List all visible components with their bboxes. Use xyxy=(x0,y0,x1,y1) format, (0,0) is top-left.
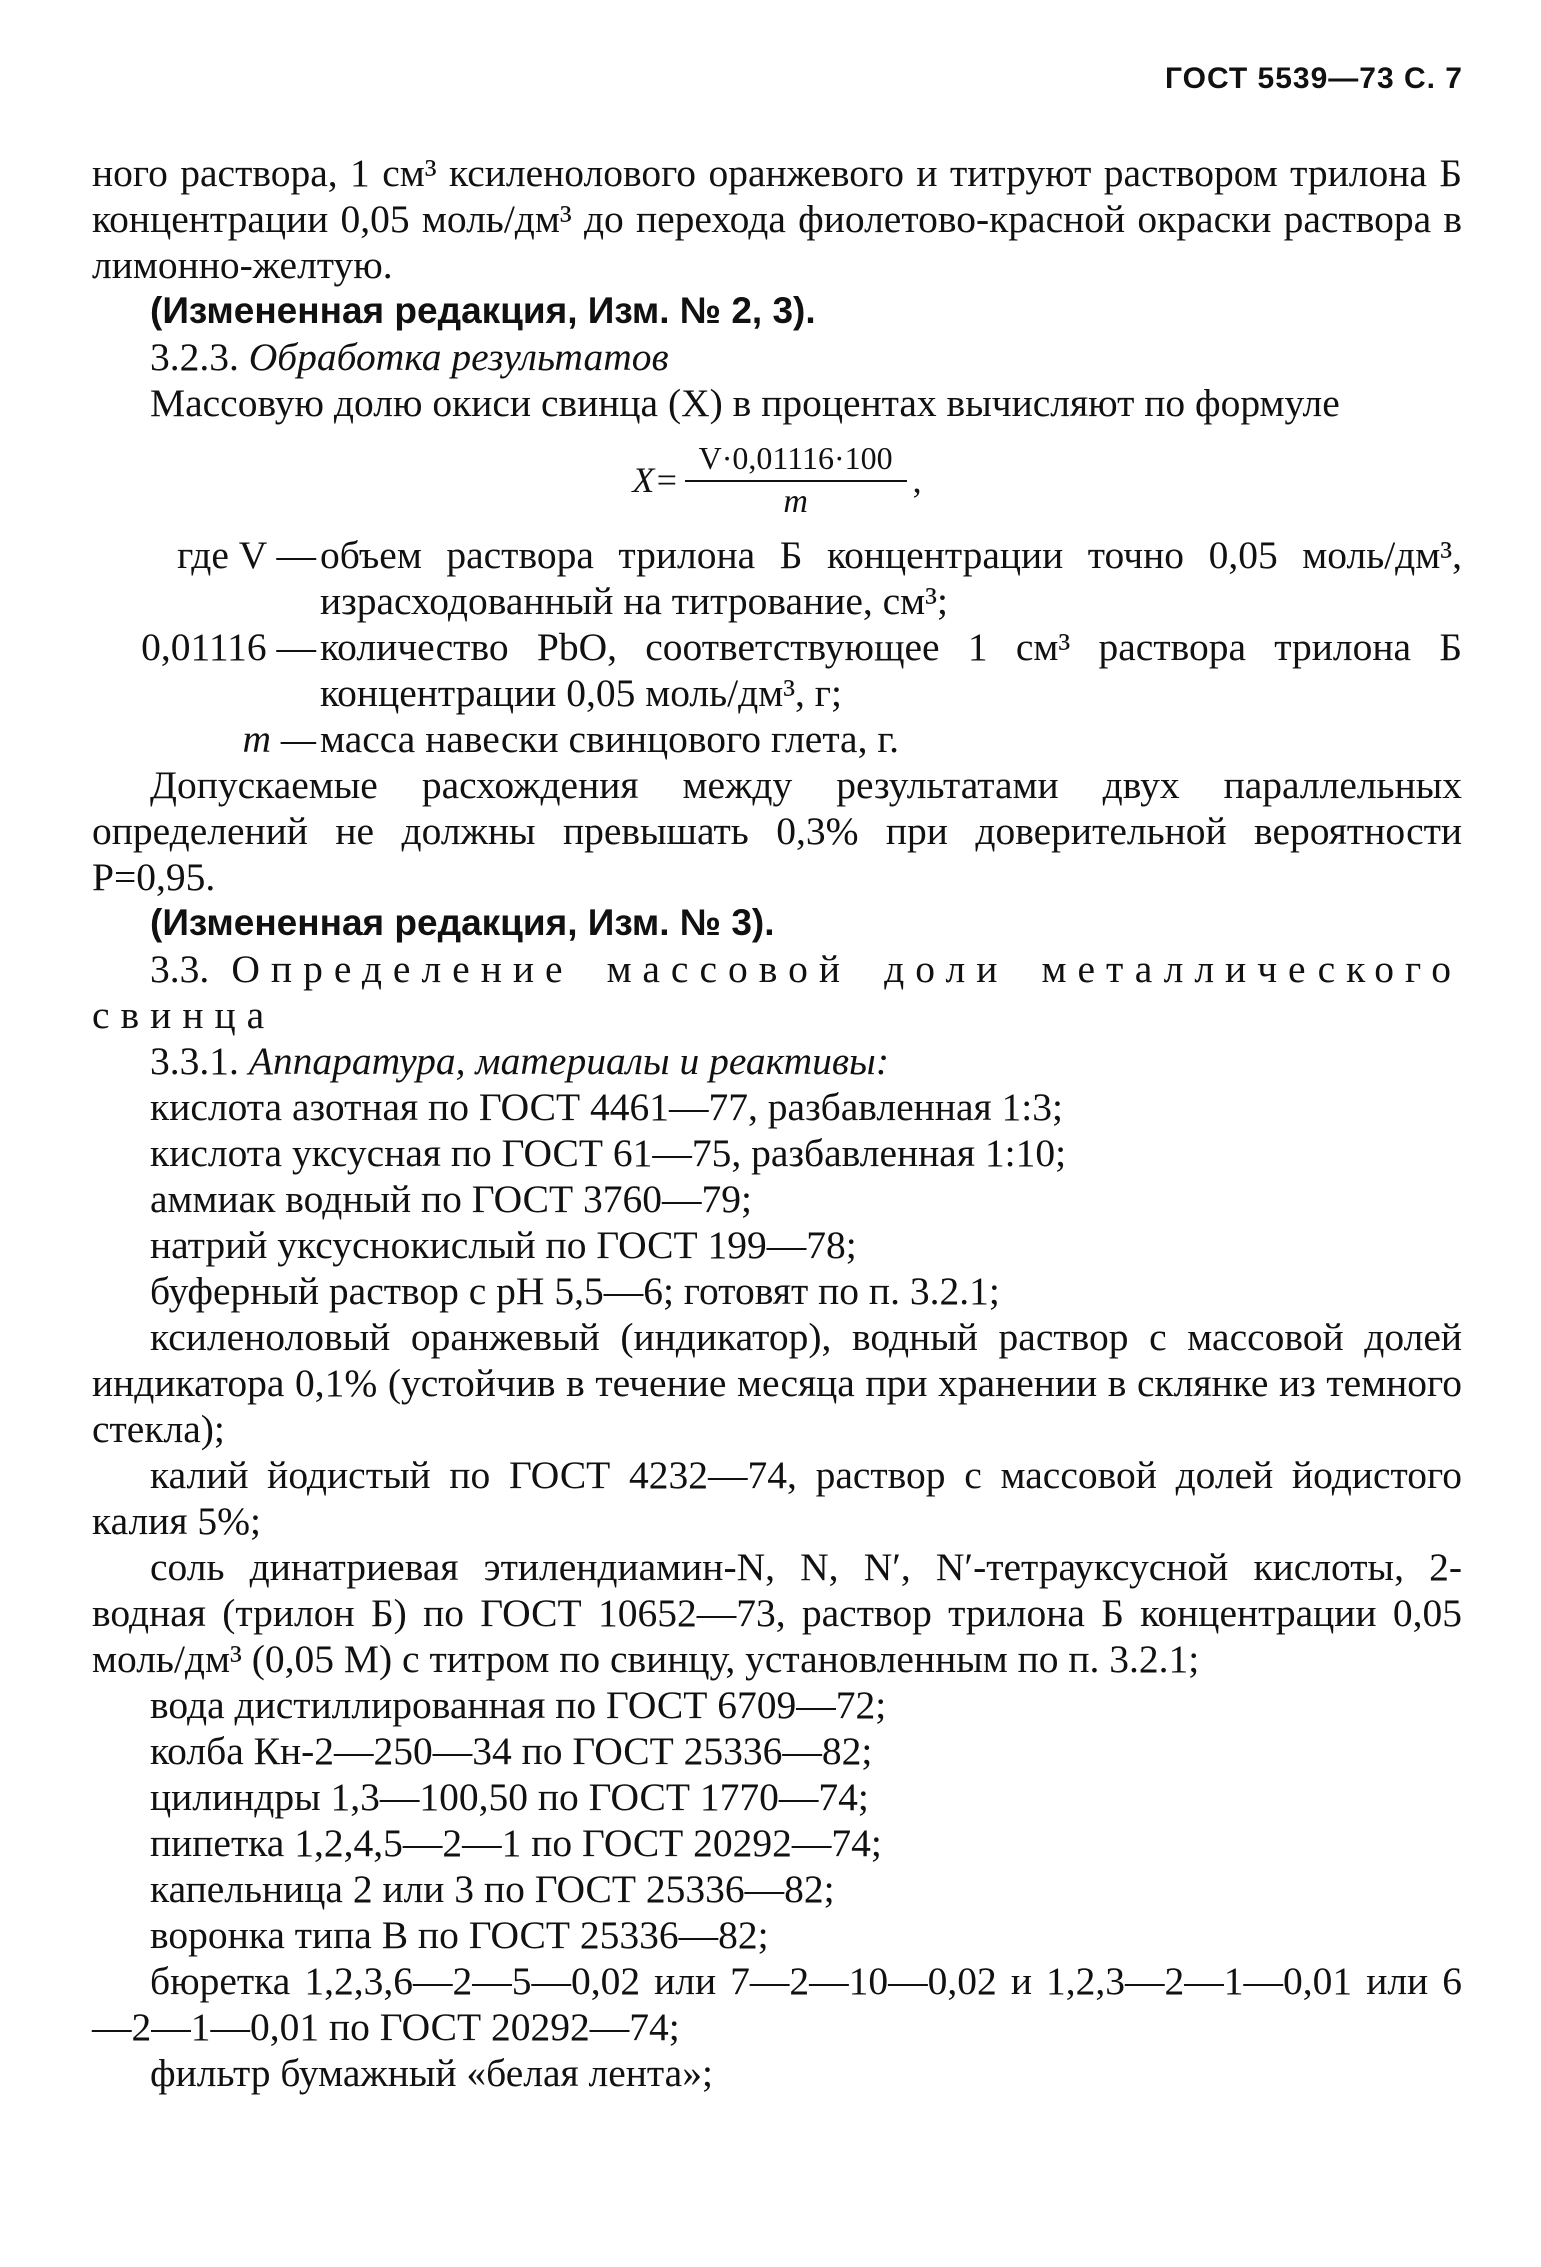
list-item: ксиленоловый оранжевый (индикатор), водный раствор с массовой долей индикатора 0,1% (устойчив в течение месяца при хранении в склянке из темного стекла); xyxy=(92,1315,1462,1451)
list-item: натрий уксуснокислый по ГОСТ 199—78; xyxy=(150,1223,857,1267)
amendment-note: (Измененная редакция, Изм. № 3). xyxy=(150,902,775,943)
page-header: ГОСТ 5539—73 С. 7 xyxy=(1165,62,1463,95)
section-title: Аппаратура, материалы и реактивы: xyxy=(248,1039,889,1083)
list-item: аммиак водный по ГОСТ 3760—79; xyxy=(150,1177,752,1221)
list-item: кислота уксусная по ГОСТ 61—75, разбавленная 1:10; xyxy=(150,1131,1067,1175)
section-number: 3.3. xyxy=(150,947,210,991)
list-item: цилиндры 1,3—100,50 по ГОСТ 1770—74; xyxy=(150,1775,869,1819)
legend-symbol: m — xyxy=(242,717,316,761)
formula-fraction xyxy=(685,438,907,522)
list-item: соль динатриевая этилендиамин-N, N, N′, N′-тетрауксусной кислоты, 2-водная (трилон Б) по ГОСТ 10652—73, раствор трилона Б концентрации 0,05 моль/дм³ (0,05 М) с титром по свинцу, установленным по п. 3.2.1; xyxy=(92,1545,1462,1681)
section-title: Обработка результатов xyxy=(248,335,669,379)
formula xyxy=(92,432,1462,528)
section-number: 3.3.1. xyxy=(150,1039,239,1083)
paragraph-tolerance: Допускаемые расхождения между результатами двух параллельных определений не должны превышать 0,3% при доверительной вероятности P=0,95. xyxy=(92,763,1462,899)
formula-tail: , xyxy=(912,460,922,500)
list-item: воронка типа В по ГОСТ 25336—82; xyxy=(150,1913,769,1957)
section-3-3-1-heading xyxy=(92,1038,1462,1084)
legend-symbol: где V — xyxy=(177,533,316,577)
list-item: колба Кн-2—250—34 по ГОСТ 25336—82; xyxy=(150,1729,873,1773)
formula-denominator: m xyxy=(783,483,808,520)
amendment-note: (Измененная редакция, Изм. № 2, 3). xyxy=(150,290,816,331)
list-item: бюретка 1,2,3,6—2—5—0,02 или 7—2—10—0,02 и 1,2,3—2—1—0,01 или 6—2—1—0,01 по ГОСТ 20292—74; xyxy=(92,1959,1462,2049)
section-3-3-heading xyxy=(92,946,1462,1038)
formula-numerator: V·0,01116·100 xyxy=(685,438,907,482)
paragraph-continuation: ного раствора, 1 см³ ксиленолового оранжевого и титруют раствором трилона Б концентрации 0,05 моль/дм³ до перехода фиолетово-красной окраски раствора в лимонно-желтую. xyxy=(92,151,1462,287)
paragraph-formula-intro: Массовую долю окиси свинца (X) в процентах вычисляют по формуле xyxy=(150,381,1340,425)
legend-symbol: 0,01116 — xyxy=(141,625,316,669)
document-body xyxy=(92,150,1462,2096)
formula-legend xyxy=(92,532,1462,762)
list-item: вода дистиллированная по ГОСТ 6709—72; xyxy=(150,1683,887,1727)
section-3-2-3-heading xyxy=(92,334,1462,380)
formula-lhs: X= xyxy=(632,460,679,500)
section-title: Определение массовой доли металлического свинца xyxy=(92,947,1463,1037)
legend-definition: масса навески свинцового глета, г. xyxy=(320,717,899,761)
list-item: фильтр бумажный «белая лента»; xyxy=(150,2051,713,2095)
list-item: капельница 2 или 3 по ГОСТ 25336—82; xyxy=(150,1867,835,1911)
list-item: калий йодистый по ГОСТ 4232—74, раствор с массовой долей йодистого калия 5%; xyxy=(92,1453,1462,1543)
list-item: пипетка 1,2,4,5—2—1 по ГОСТ 20292—74; xyxy=(150,1821,882,1865)
section-number: 3.2.3. xyxy=(150,335,239,379)
list-item: буферный раствор с pH 5,5—6; готовят по п. 3.2.1; xyxy=(150,1269,1000,1313)
list-item: кислота азотная по ГОСТ 4461—77, разбавленная 1:3; xyxy=(150,1085,1063,1129)
legend-definition: количество PbO, соответствующее 1 см³ раствора трилона Б концентрации 0,05 моль/дм³, г; xyxy=(320,625,1462,715)
legend-definition: объем раствора трилона Б концентрации точно 0,05 моль/дм³, израсходованный на титрование, см³; xyxy=(320,533,1462,623)
